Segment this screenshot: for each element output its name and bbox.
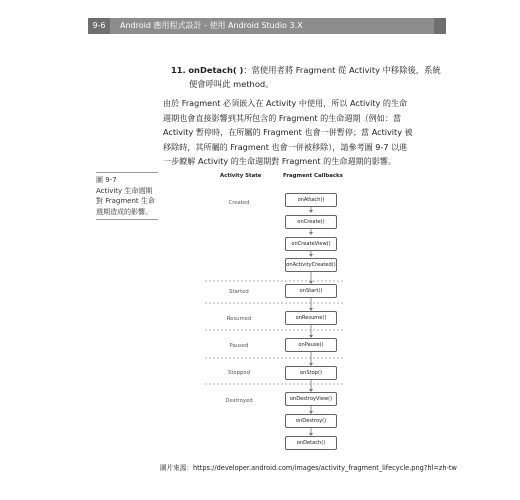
paragraph-line: Activity 暫停時，在所屬的 Fragment 也會一併暫停；當 Activity 被 [163, 127, 413, 138]
callback-ondestroyview: onDestroyView() [285, 392, 337, 406]
callback-onpause: onPause() [285, 338, 337, 352]
body-paragraph [163, 96, 448, 169]
caption-rule [96, 172, 158, 173]
activity-state-destroyed: Destroyed [225, 398, 253, 404]
page-number: 9-6 [88, 18, 110, 34]
item-description: ：當使用者將 Fragment 從 Activity 中移除後，系統 [243, 65, 441, 75]
activity-state-paused: Paused [229, 343, 249, 349]
figure-caption [96, 172, 158, 220]
item-line-1 [171, 63, 441, 77]
running-header [88, 18, 446, 34]
callback-onactivitycreated: onActivityCreated() [285, 258, 337, 272]
paragraph-line: 一步瞭解 Activity 的生命週期對 Fragment 的生命週期的影響。 [163, 156, 397, 167]
image-source-credit: 圖片來源：https://developer.android.com/images/activity_fragment_lifecycle.png?hl=zh-tw [160, 464, 457, 472]
column-heading-activity-state: Activity State [220, 173, 262, 179]
activity-state-resumed: Resumed [226, 316, 252, 322]
arrow-head [309, 232, 313, 235]
caption-line: Activity 生命週期 [96, 186, 153, 195]
callback-ondetach: onDetach() [285, 436, 337, 450]
callback-onstart: onStart() [285, 284, 337, 298]
callback-oncreateview: onCreateView() [285, 237, 337, 251]
callback-oncreate: onCreate() [285, 215, 337, 229]
item-method-name: onDetach( ) [188, 65, 244, 75]
figure-label: 圖 9-7 [96, 176, 117, 184]
header-tab [434, 18, 446, 34]
callback-ondestroy: onDestroy() [285, 414, 337, 428]
column-heading-fragment-callbacks: Fragment Callbacks [283, 173, 343, 179]
callback-onattach: onAttach() [285, 193, 337, 207]
paragraph-line: 移除時，其所屬的 Fragment 也會一併被移除），請參考圖 9-7 以進 [163, 141, 408, 152]
item-line-2: 便會呼叫此 method。 [189, 79, 274, 89]
callback-onresume: onResume() [285, 311, 337, 325]
activity-state-started: Started [229, 289, 249, 295]
activity-state-stopped: Stopped [227, 370, 251, 376]
caption-rule [96, 219, 158, 220]
list-item-ondetach [171, 63, 441, 91]
paragraph-line: 週期也會直接影響到其所包含的 Fragment 的生命週期（例如：當 [163, 112, 402, 123]
book-title: Android 應用程式設計 - 使用 Android Studio 3.X [120, 21, 303, 30]
item-number: 11. [171, 65, 186, 75]
lifecycle-diagram [205, 172, 355, 452]
arrow-head [309, 254, 313, 257]
caption-line: 對 Fragment 生命 [96, 197, 155, 205]
activity-state-created: Created [228, 200, 250, 206]
caption-line: 週期造成的影響。 [96, 207, 152, 216]
callback-onstop: onStop() [285, 366, 337, 380]
arrow-head [309, 210, 313, 213]
paragraph-line: 由於 Fragment 必須嵌入在 Activity 中使用，所以 Activity 的生命 [163, 98, 408, 108]
